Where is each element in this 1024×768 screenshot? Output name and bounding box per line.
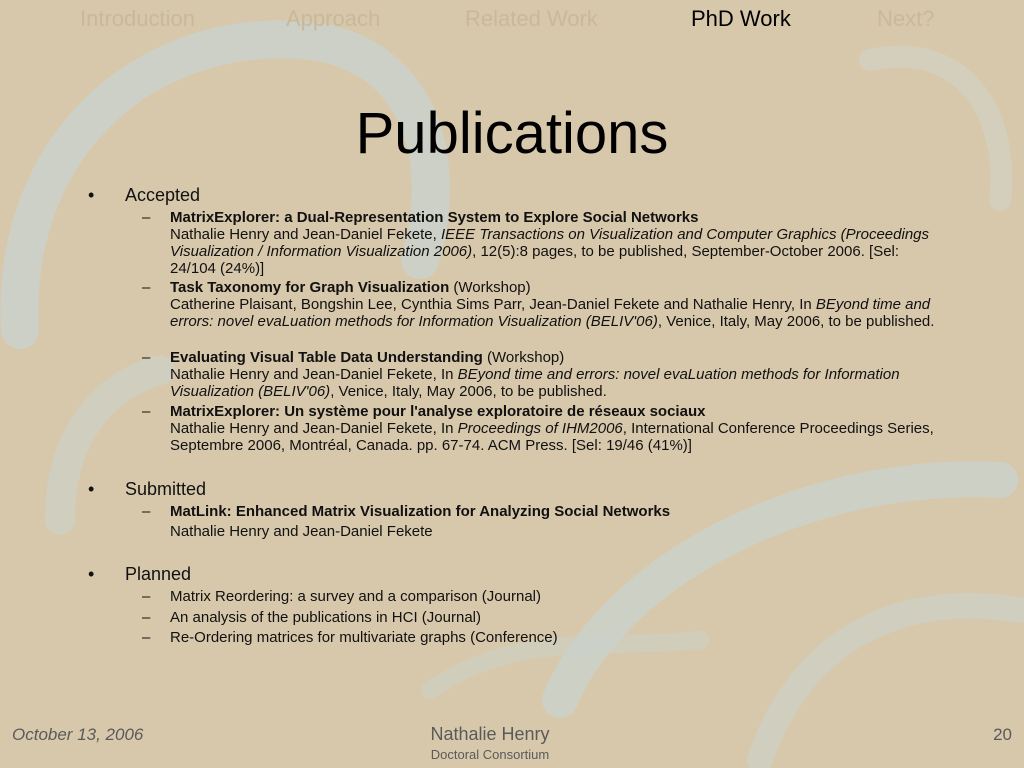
footer-presenter-name: Nathalie Henry [430,724,550,744]
section-label: Planned [125,564,192,584]
publication-authors: Nathalie Henry and Jean-Daniel Fekete [170,523,433,540]
page-number: 20 [993,725,1012,744]
publication-authors: Nathalie Henry and Jean-Daniel Fekete, In [170,366,458,383]
slide-title: Publications [355,101,669,166]
section-planned [88,564,191,585]
publication-type: (Workshop) [482,349,565,366]
publication-venue: IEEE Transactions on Visualization and Computer Graphics (Proceedings Visualization / Information Visualization 2006) [170,226,930,260]
dash-glyph: – [142,403,151,420]
publication-title: Task Taxonomy for Graph Visualization [170,279,450,296]
publication-title: MatrixExplorer: Un système pour l'analyse exploratoire de réseaux sociaux [170,403,706,420]
publication-venue: BEyond time and errors: novel evaLuation methods for Information Visualization (BELIV'06) [170,366,900,400]
bullet-glyph: • [88,185,95,205]
nav-item-approach[interactable]: Approach [286,6,381,31]
nav-item-related-work[interactable]: Related Work [465,6,598,31]
publication-title: Evaluating Visual Table Data Understanding [170,349,483,366]
dash-glyph: – [142,503,151,520]
dash-glyph: – [142,629,151,646]
bullet-glyph: • [88,564,95,584]
publication-details: , Venice, Italy, May 2006, to be published. [330,383,607,400]
section-label: Submitted [125,479,207,499]
publication-title: MatrixExplorer: a Dual-Representation System to Explore Social Networks [170,209,699,226]
footer-date: October 13, 2006 [12,725,144,744]
publication-authors: Catherine Plaisant, Bongshin Lee, Cynthia Sims Parr, Jean-Daniel Fekete and Nathalie Henry, In [170,296,816,313]
section-label: Accepted [125,185,201,205]
dash-glyph: – [142,588,151,605]
publication-venue: Proceedings of IHM2006 [457,420,623,437]
dash-glyph: – [142,279,151,296]
nav-item-next[interactable]: Next? [877,6,935,31]
dash-glyph: – [142,609,151,626]
section-submitted [88,479,206,500]
publication-authors: Nathalie Henry and Jean-Daniel Fekete, [170,226,441,243]
publication-details: , 12(5):8 pages, to be published, September-October 2006. [Sel: 24/104 (24%)] [170,243,900,277]
top-navigation [0,6,1024,40]
nav-item-introduction[interactable]: Introduction [80,6,195,31]
footer-event: Doctoral Consortium [430,747,550,762]
planned-item-label: Matrix Reordering: a survey and a comparison (Journal) [170,588,541,605]
publication-type: (Workshop) [449,279,531,296]
nav-item-phd-work[interactable]: PhD Work [691,6,791,31]
dash-glyph: – [142,209,151,226]
bullet-glyph: • [88,479,95,499]
section-accepted [88,185,200,206]
publication-details: , Venice, Italy, May 2006, to be published. [657,313,935,330]
publication-title: MatLink: Enhanced Matrix Visualization for Analyzing Social Networks [170,503,671,520]
planned-item-label: Re-Ordering matrices for multivariate graphs (Conference) [170,629,558,646]
planned-item-label: An analysis of the publications in HCI (Journal) [170,609,481,626]
publication-details: , International Conference Proceedings Series, Septembre 2006, Montréal, Canada. pp. 67-74. ACM Press. [Sel: 19/46 (41%)] [170,420,934,454]
publication-authors: Nathalie Henry and Jean-Daniel Fekete, In [170,420,458,437]
dash-glyph: – [142,349,151,366]
publication-venue: BEyond time and errors: novel evaLuation methods for Information Visualization (BELIV'06) [170,296,931,330]
